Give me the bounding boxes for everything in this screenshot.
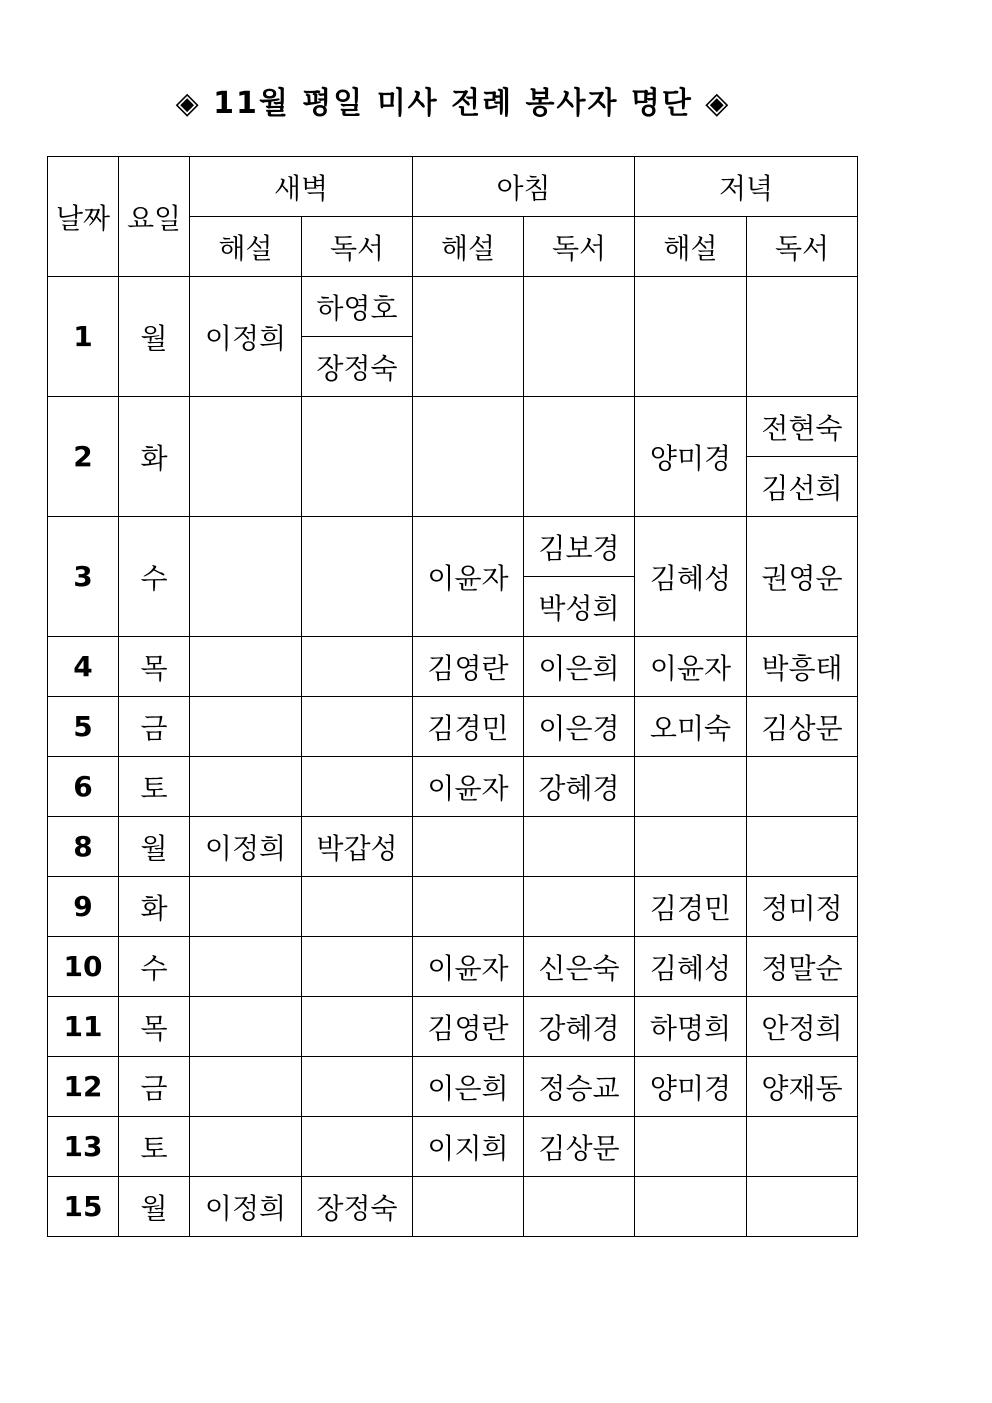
evening-reading-cell: 안정희 xyxy=(747,997,858,1057)
morning-reading-cell: 이은경 xyxy=(524,697,635,757)
dawn-commentary-cell xyxy=(190,397,302,517)
dawn-reading-cell xyxy=(302,697,413,757)
dawn-commentary-cell xyxy=(190,937,302,997)
evening-commentary-cell xyxy=(635,1117,747,1177)
morning-commentary-cell: 김영란 xyxy=(413,997,524,1057)
evening-reading-cell xyxy=(747,817,858,877)
header-dawn: 새벽 xyxy=(190,157,413,217)
weekday-cell: 월 xyxy=(119,277,190,397)
dawn-reading-cell xyxy=(302,757,413,817)
dawn-commentary-cell xyxy=(190,757,302,817)
evening-commentary-cell: 양미경 xyxy=(635,1057,747,1117)
dawn-reading-cell xyxy=(302,1057,413,1117)
dawn-reading-cell: 박갑성 xyxy=(302,817,413,877)
morning-reading-cell xyxy=(524,877,635,937)
morning-reading-cell: 정승교 xyxy=(524,1057,635,1117)
header-row-top xyxy=(48,157,858,217)
header-date: 날짜 xyxy=(48,157,119,277)
header-evening: 저녁 xyxy=(635,157,858,217)
morning-reading-cell xyxy=(524,397,635,517)
weekday-cell: 토 xyxy=(119,757,190,817)
table-row xyxy=(48,397,858,457)
morning-commentary-cell: 이지희 xyxy=(413,1117,524,1177)
dawn-reading-cell: 장정숙 xyxy=(302,1177,413,1237)
morning-reading-cell: 강혜경 xyxy=(524,757,635,817)
evening-commentary-cell: 오미숙 xyxy=(635,697,747,757)
date-cell: 15 xyxy=(48,1177,119,1237)
table-row xyxy=(48,1117,858,1177)
dawn-reading-cell xyxy=(302,1117,413,1177)
evening-reading-cell xyxy=(747,1177,858,1237)
evening-reading-cell: 김선희 xyxy=(747,457,858,517)
header-morning-commentary: 해설 xyxy=(413,217,524,277)
morning-commentary-cell: 이윤자 xyxy=(413,757,524,817)
morning-reading-cell: 이은희 xyxy=(524,637,635,697)
dawn-commentary-cell: 이정희 xyxy=(190,817,302,877)
weekday-cell: 목 xyxy=(119,637,190,697)
weekday-cell: 화 xyxy=(119,397,190,517)
morning-commentary-cell: 이윤자 xyxy=(413,937,524,997)
date-cell: 9 xyxy=(48,877,119,937)
table-row xyxy=(48,817,858,877)
evening-commentary-cell xyxy=(635,1177,747,1237)
morning-commentary-cell: 이윤자 xyxy=(413,517,524,637)
morning-reading-cell xyxy=(524,277,635,397)
weekday-cell: 화 xyxy=(119,877,190,937)
dawn-reading-cell xyxy=(302,637,413,697)
table-row xyxy=(48,1177,858,1237)
dawn-commentary-cell xyxy=(190,877,302,937)
morning-reading-cell xyxy=(524,817,635,877)
dawn-commentary-cell: 이정희 xyxy=(190,277,302,397)
dawn-reading-cell xyxy=(302,877,413,937)
evening-reading-cell: 전현숙 xyxy=(747,397,858,457)
morning-reading-cell xyxy=(524,1177,635,1237)
header-dawn-commentary: 해설 xyxy=(190,217,302,277)
evening-reading-cell: 권영운 xyxy=(747,517,858,637)
header-morning: 아침 xyxy=(413,157,635,217)
table-row xyxy=(48,757,858,817)
evening-commentary-cell: 김혜성 xyxy=(635,517,747,637)
morning-reading-cell: 신은숙 xyxy=(524,937,635,997)
date-cell: 5 xyxy=(48,697,119,757)
dawn-reading-cell xyxy=(302,517,413,637)
weekday-cell: 월 xyxy=(119,1177,190,1237)
date-cell: 8 xyxy=(48,817,119,877)
evening-commentary-cell: 김경민 xyxy=(635,877,747,937)
dawn-commentary-cell xyxy=(190,997,302,1057)
dawn-reading-cell xyxy=(302,397,413,517)
dawn-commentary-cell xyxy=(190,1117,302,1177)
evening-reading-cell: 정말순 xyxy=(747,937,858,997)
date-cell: 2 xyxy=(48,397,119,517)
dawn-reading-cell xyxy=(302,997,413,1057)
table-row xyxy=(48,517,858,577)
evening-commentary-cell: 이윤자 xyxy=(635,637,747,697)
weekday-cell: 금 xyxy=(119,697,190,757)
table-row xyxy=(48,637,858,697)
morning-commentary-cell: 김영란 xyxy=(413,637,524,697)
dawn-commentary-cell xyxy=(190,697,302,757)
morning-commentary-cell: 이은희 xyxy=(413,1057,524,1117)
header-dawn-reading: 독서 xyxy=(302,217,413,277)
table-row xyxy=(48,997,858,1057)
dawn-commentary-cell xyxy=(190,1057,302,1117)
date-cell: 6 xyxy=(48,757,119,817)
evening-commentary-cell xyxy=(635,757,747,817)
weekday-cell: 수 xyxy=(119,517,190,637)
morning-reading-cell: 박성희 xyxy=(524,577,635,637)
dawn-reading-cell: 장정숙 xyxy=(302,337,413,397)
evening-reading-cell xyxy=(747,277,858,397)
dawn-reading-cell: 하영호 xyxy=(302,277,413,337)
weekday-cell: 금 xyxy=(119,1057,190,1117)
weekday-cell: 수 xyxy=(119,937,190,997)
weekday-cell: 토 xyxy=(119,1117,190,1177)
evening-commentary-cell: 하명희 xyxy=(635,997,747,1057)
morning-commentary-cell xyxy=(413,277,524,397)
morning-reading-cell: 김보경 xyxy=(524,517,635,577)
header-evening-reading: 독서 xyxy=(747,217,858,277)
evening-reading-cell: 양재동 xyxy=(747,1057,858,1117)
date-cell: 1 xyxy=(48,277,119,397)
morning-commentary-cell xyxy=(413,817,524,877)
evening-reading-cell: 정미정 xyxy=(747,877,858,937)
dawn-commentary-cell xyxy=(190,517,302,637)
dawn-commentary-cell: 이정희 xyxy=(190,1177,302,1237)
morning-reading-cell: 강혜경 xyxy=(524,997,635,1057)
table-row xyxy=(48,877,858,937)
header-weekday: 요일 xyxy=(119,157,190,277)
evening-commentary-cell: 김혜성 xyxy=(635,937,747,997)
evening-reading-cell: 박흥태 xyxy=(747,637,858,697)
weekday-cell: 월 xyxy=(119,817,190,877)
page-title: ◈ 11월 평일 미사 전례 봉사자 명단 ◈ xyxy=(175,86,731,121)
morning-commentary-cell xyxy=(413,877,524,937)
date-cell: 10 xyxy=(48,937,119,997)
weekday-cell: 목 xyxy=(119,997,190,1057)
date-cell: 13 xyxy=(48,1117,119,1177)
morning-commentary-cell xyxy=(413,1177,524,1237)
evening-reading-cell xyxy=(747,1117,858,1177)
date-cell: 11 xyxy=(48,997,119,1057)
table-row xyxy=(48,697,858,757)
dawn-reading-cell xyxy=(302,937,413,997)
morning-commentary-cell: 김경민 xyxy=(413,697,524,757)
evening-commentary-cell: 양미경 xyxy=(635,397,747,517)
table-row xyxy=(48,277,858,337)
date-cell: 12 xyxy=(48,1057,119,1117)
morning-reading-cell: 김상문 xyxy=(524,1117,635,1177)
date-cell: 4 xyxy=(48,637,119,697)
evening-commentary-cell xyxy=(635,277,747,397)
evening-reading-cell: 김상문 xyxy=(747,697,858,757)
header-morning-reading: 독서 xyxy=(524,217,635,277)
header-evening-commentary: 해설 xyxy=(635,217,747,277)
date-cell: 3 xyxy=(48,517,119,637)
table-row xyxy=(48,1057,858,1117)
morning-commentary-cell xyxy=(413,397,524,517)
dawn-commentary-cell xyxy=(190,637,302,697)
table-row xyxy=(48,937,858,997)
evening-reading-cell xyxy=(747,757,858,817)
volunteer-schedule-table xyxy=(47,156,858,1237)
evening-commentary-cell xyxy=(635,817,747,877)
